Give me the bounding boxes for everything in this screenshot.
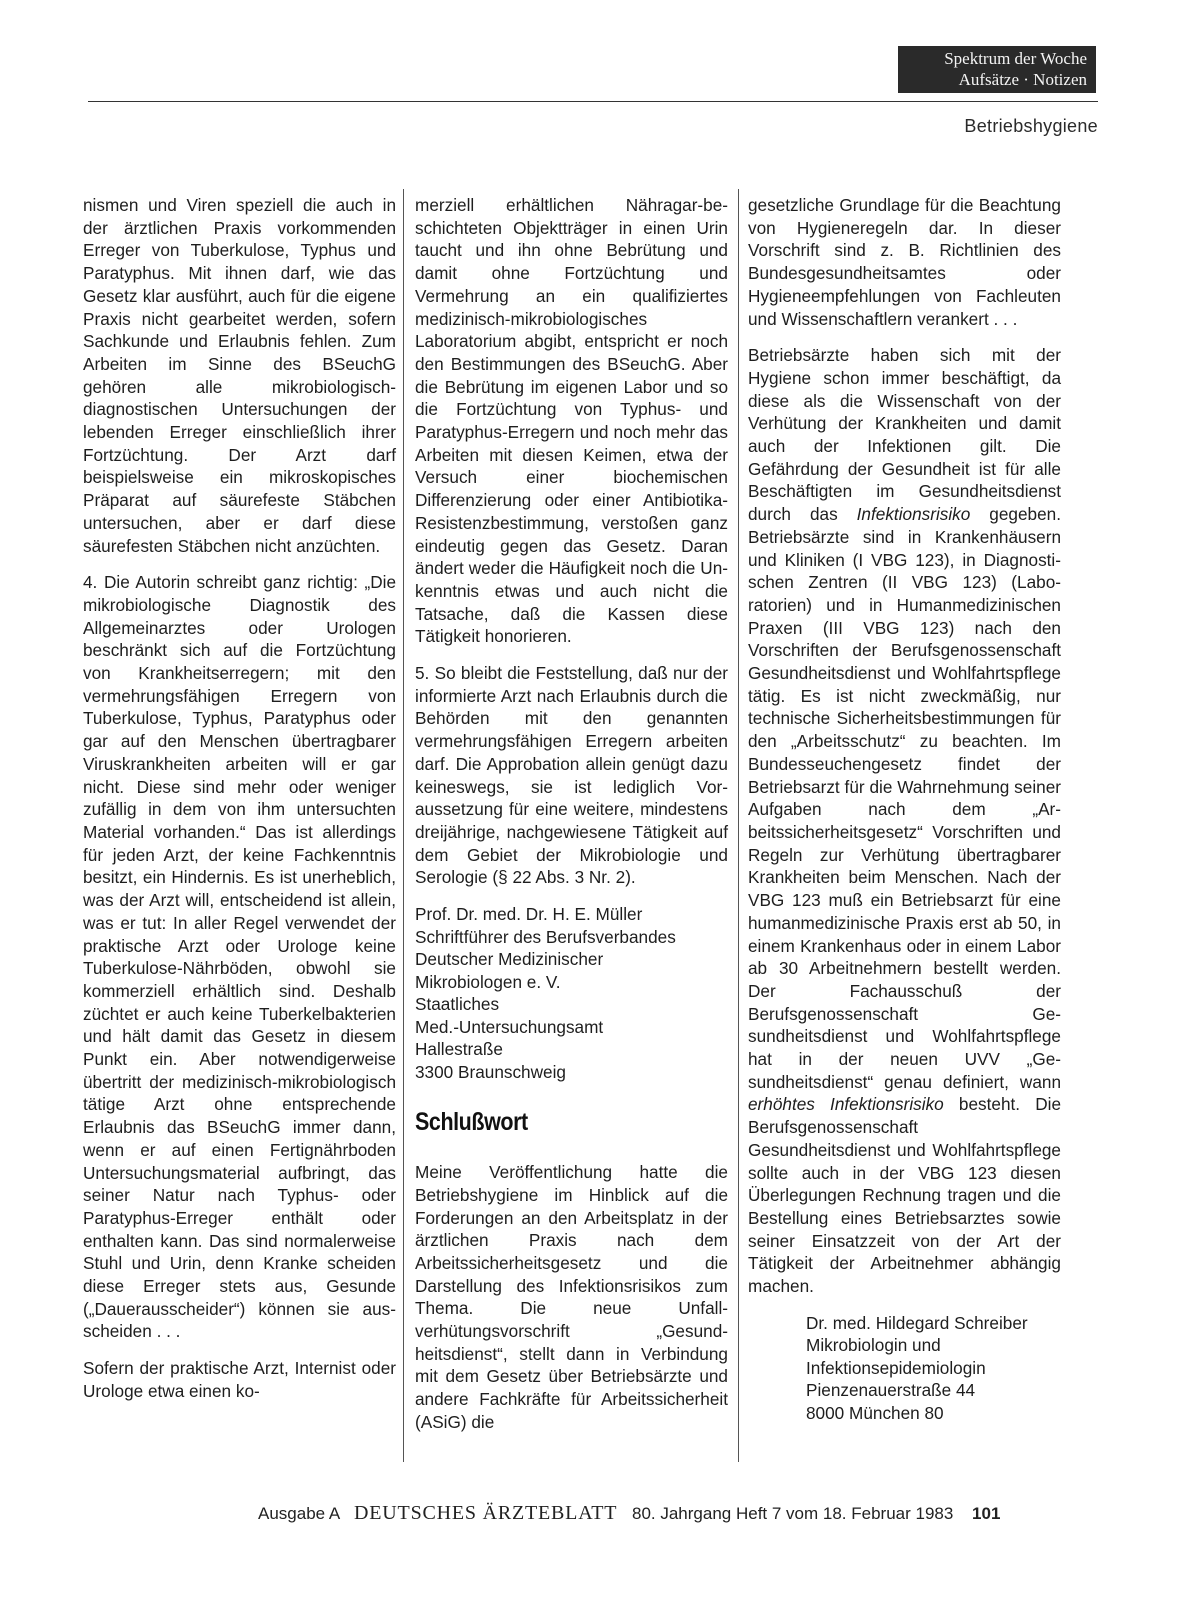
italic-text: erhöhtes Infektionsrisiko (748, 1094, 944, 1115)
footer-issue: 80. Jahrgang Heft 7 vom 18. Februar 1983 (632, 1504, 954, 1523)
address-line: Staatliches (415, 994, 500, 1015)
paragraph: Sofern der praktische Arzt, Internist oder Urologe etwa einen ko- (83, 1358, 396, 1401)
paragraph: 5. So bleibt die Feststellung, daß nur der informierte Arzt nach Erlaubnis durch die Behörden mit den genannten vermehrungsfähigen Erregern arbeiten darf. Die Approbation allein genügt dazu keineswegs, sie ist lediglich Voraussetzung für eine weitere, mindestens dreijährige, nachgewiesene Tätigkeit auf dem Gebiet der Mikrobiologie und Serologie (§ 22 Abs. 3 Nr. 2). (415, 663, 728, 888)
column-divider-1 (403, 189, 404, 1462)
address-line: 8000 München 80 (806, 1402, 944, 1423)
page-footer (258, 1502, 1000, 1525)
text-run: besteht. Die Berufsgenossenschaft Gesundheitsdienst und Wohlfahrtspflege sollte auch in der VBG 123 diesen Überlegungen Rechnung tragen und die Bestellung eines Betriebsarztes sowie seiner Einsatzzeit von der Art der Tätigkeit der Arbeitnehmer abhängig machen. (748, 1094, 1062, 1297)
rubric-title: Betriebshygiene (964, 116, 1098, 136)
address-line: Mikrobiologen e. V. (415, 971, 561, 992)
paragraph: merziell erhältlichen Nähragar-beschichteten Objektträger in einen Urin taucht und ihn ohne Bebrütung und damit ohne Fortzüchtung und Vermehrung an ein qualifiziertes medizinisch-mikrobiologisches Laboratorium abgibt, entspricht er noch den Bestimmungen des BSeuchG. Aber die Bebrütung im eigenen Labor und so die Fortzüchtung von Typhus- und Paratyphus-Erregern und noch mehr das Arbeiten mit diesen Keimen, etwa der Versuch einer biochemischen Differenzierung oder einer Antibiotika-Resistenzbestimmung, verstoßen ganz eindeutig gegen das Gesetz. Daran ändert weder die Häufigkeit noch die Unkenntnis etwas und auch nicht die Tatsache, daß die Kassen diese Tätigkeit honorieren. (415, 195, 728, 647)
text-run: Betriebsärzte haben sich mit der Hygiene schon immer beschäftigt, da diese als die Wissenschaft von der Verhütung der Krankheiten und damit auch der Infektionen gilt. Die Gefährdung der Gesundheit ist für alle Beschäftigten im Gesundheitsdienst durch das (748, 345, 1061, 525)
column-2 (415, 194, 728, 1448)
column-divider-2 (738, 189, 739, 1462)
address-line: Deutscher Medizinischer (415, 949, 604, 970)
section-label-line2: Aufsätze · Notizen (958, 70, 1087, 89)
address-line: Med.-Untersuchungsamt (415, 1016, 604, 1037)
author-address-mueller (415, 903, 728, 1083)
section-heading-schlusswort: Schlußwort (415, 1108, 528, 1137)
address-line: 3300 Braunschweig (415, 1061, 566, 1082)
footer-magazine-title: DEUTSCHES ÄRZTEBLATT (354, 1502, 618, 1524)
paragraph: Meine Veröffentlichung hatte die Betriebshygiene im Hinblick auf die Forderungen an den Arbeitsplatz in der ärztlichen Praxis nach dem Arbeitssicherheitsgesetz und die Darstellung des Infektionsrisikos zum Thema. Die neue Unfallverhütungsvorschrift „Gesundheitsdienst“, stellt dann in Verbindung mit dem Gesetz über Betriebsärzte und andere Fachkräfte für Arbeitssicherheit (ASiG) die (415, 1162, 728, 1432)
page-number: 101 (972, 1504, 1001, 1523)
text-run: gegeben. Betriebsärzte sind in Krankenhäusern und Kliniken (I VBG 123), in Diagnostischen Zentren (II VBG 123) (Laboratorien) und in Humanmedizinischen Praxen (III VBG 123) nach den Vorschriften der Berufsgenossenschaft Gesundheitsdienst und Wohlfahrtspflege tätig. Es ist nicht zweckmäßig, nur technische Sicherheitsbestimmungen für den „Arbeitsschutz“ zu beachten. Im Bundesseuchengesetz findet der Betriebsarzt für die Wahrnehmung seiner Aufgaben nach dem „Arbeitssicherheitsgesetz“ Vorschriften und Regeln zur Verhütung übertragbarer Krankheiten beim Menschen. Nach der VBG 123 muß ein Betriebsarzt für eine humanmedizinische Praxis erst ab 50, in einem Krankenhaus oder in einem Labor ab 30 Arbeitnehmern bestellt werden. Der Fachausschuß der Berufsgenossenschaft Gesundheitsdienst und Wohlfahrtspflege hat in der neuen UVV „Gesundheitsdienst“ genau definiert, wann (748, 504, 1061, 1092)
column-1 (83, 194, 396, 1417)
header-rule (88, 101, 1098, 102)
address-line: Schriftführer des Berufsverbandes (415, 926, 676, 947)
italic-text: Infektionsrisiko (856, 504, 971, 525)
section-badge (898, 46, 1096, 93)
footer-edition: Ausgabe A (258, 1504, 340, 1523)
address-line: Hallestraße (415, 1039, 503, 1060)
paragraph (748, 344, 1061, 1298)
address-line: Pienzenauerstraße 44 (806, 1380, 976, 1401)
paragraph: 4. Die Autorin schreibt ganz richtig: „Die mikrobiologische Diagnostik des Allgemeinarztes oder Urologen beschränkt sich auf die Fortzüchtung von Krankheitserregern; mit den vermehrungsfähigen Erregern von Tuberkulose, Typhus, Paratyphus oder gar auf den Menschen übertragbarer Viruskrankheiten arbeiten will er gar nicht. Diese sind mehr oder weniger zufällig in dem von ihm untersuchten Material vorhanden.“ Das ist allerdings für jeden Arzt, der keine Fachkenntnis besitzt, ein Hindernis. Es ist unerheblich, was der Arzt will, entscheidend ist allein, was er tut: In aller Regel verwendet der praktische Arzt oder Urologe keine Tuberkulose-Nährböden, obwohl sie kommerziell erhältlich sind. Deshalb züchtet er auch keine Tuberkelbakterien und hält damit das Gesetz in diesem Punkt ein. Aber notwendigerweise übertritt der medizinisch-mikrobiologisch tätige Arzt ohne entsprechende Erlaubnis das BSeuchG immer dann, wenn er auf einen Fertignährboden Untersuchungsmaterial aufbringt, das seiner Natur nach Typhus- oder Paratyphus-Erreger enthält oder enthalten kann. Das sind normalerweise Stuhl und Urin, denn Kranke scheiden diese Erreger stets aus, Gesunde („Dauerausscheider“) können sie ausscheiden . . . (83, 572, 396, 1342)
address-line: Prof. Dr. med. Dr. H. E. Müller (415, 904, 643, 925)
paragraph: nismen und Viren speziell die auch in der ärztlichen Praxis vorkommenden Erreger von Tuberkulose, Typhus und Paratyphus. Mit ihnen darf, wie das Gesetz klar ausführt, auch für die eigene Praxis nicht gearbeitet werden, sofern Sachkunde und Erlaubnis fehlen. Zum Arbeiten im Sinne des BSeuchG gehören alle mikrobiologisch-diagnostischen Untersuchungen der lebenden Erreger einschließlich ihrer Fortzüchtung. Der Arzt darf beispielsweise ein mikroskopisches Präparat auf säurefeste Stäbchen untersuchen, aber er darf diese säurefesten Stäbchen nicht anzüchten. (83, 195, 396, 556)
paragraph: gesetzliche Grundlage für die Beachtung von Hygieneregeln dar. In dieser Vorschrift sind z. B. Richtlinien des Bundesgesundheitsamtes oder Hygieneempfehlungen von Fachleuten und Wissenschaftlern verankert . . . (748, 195, 1061, 329)
address-line: Infektionsepidemiologin (806, 1357, 986, 1378)
column-3 (748, 194, 1061, 1448)
section-label-line1: Spektrum der Woche (944, 49, 1087, 68)
author-address-schreiber (748, 1312, 1061, 1425)
address-line: Mikrobiologin und (806, 1335, 941, 1356)
address-line: Dr. med. Hildegard Schreiber (806, 1312, 1028, 1333)
